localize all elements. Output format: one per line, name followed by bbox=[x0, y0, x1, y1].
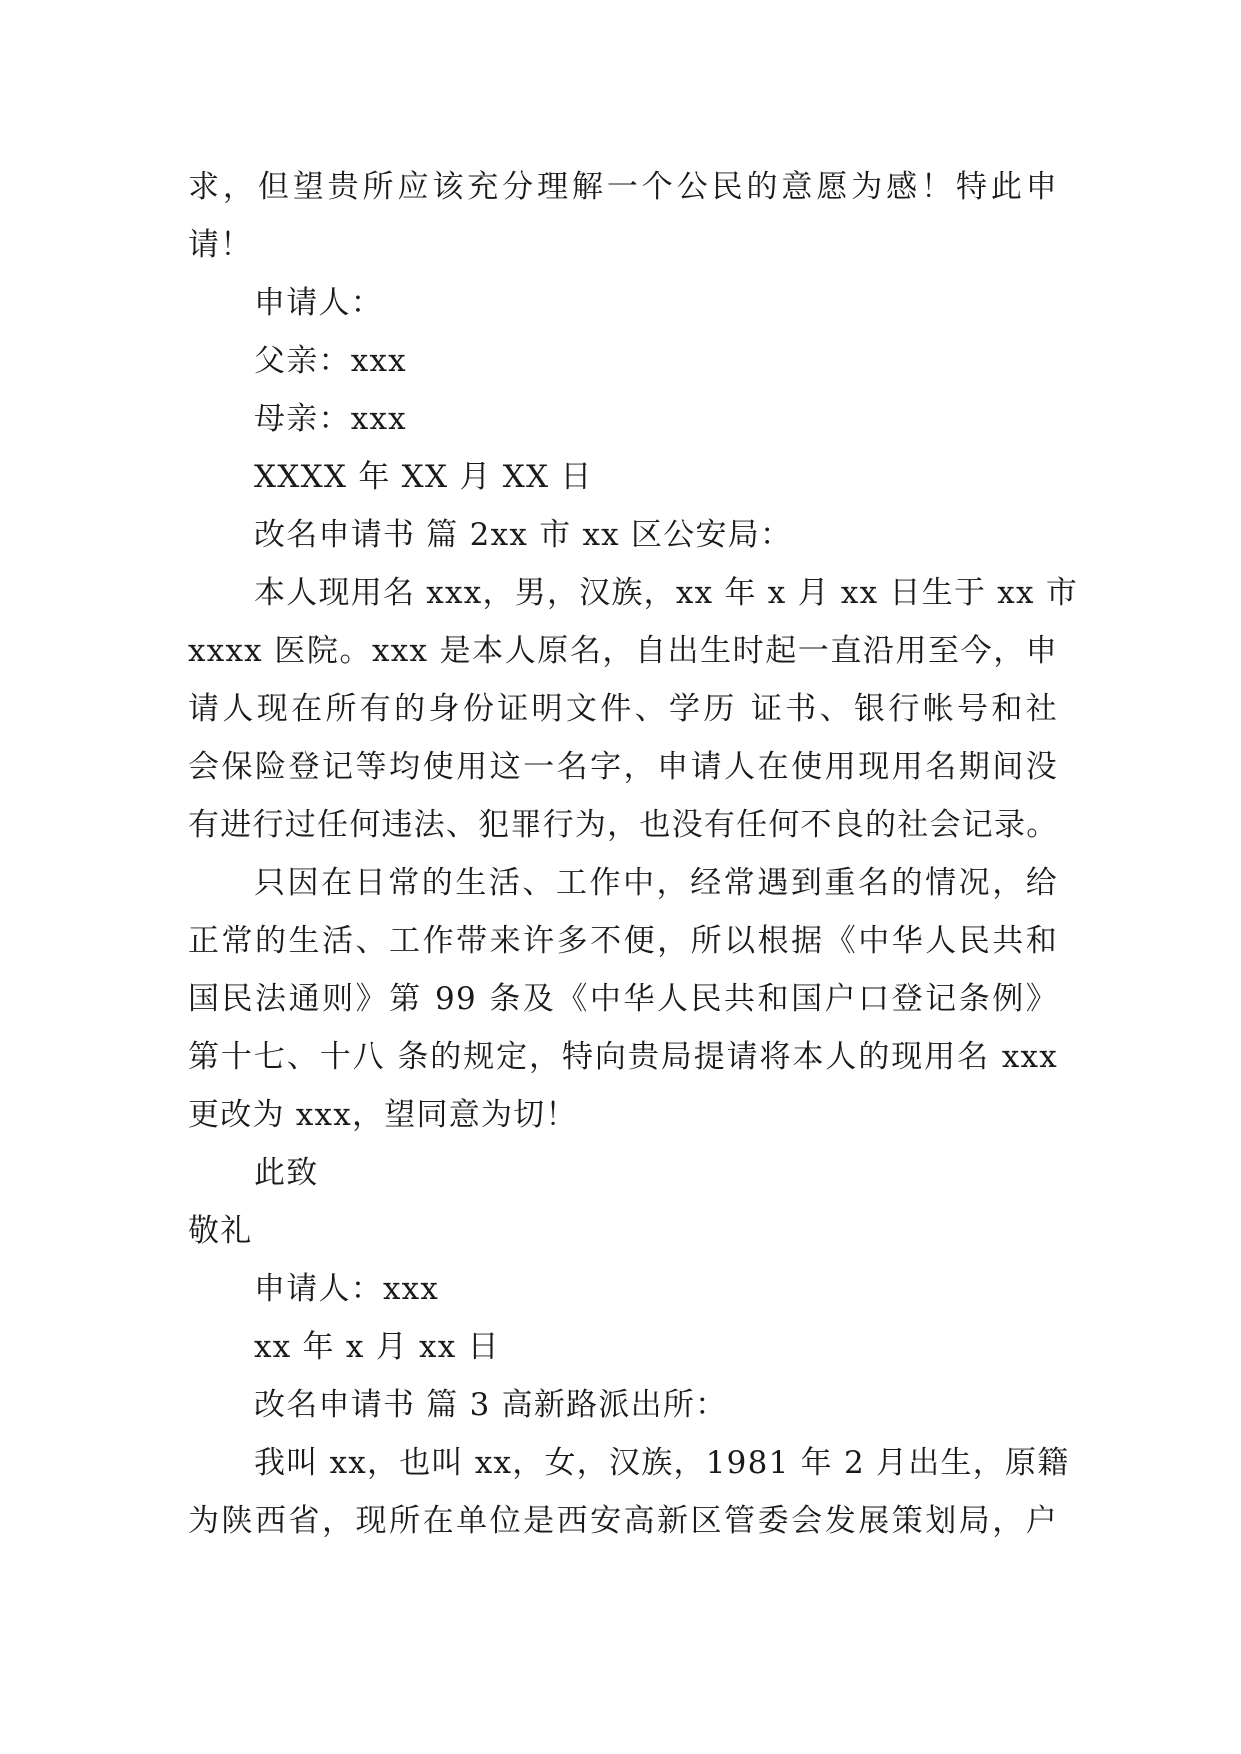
document-page bbox=[188, 158, 1079, 1550]
text-line: 只因在日常的生活、工作中，经常遇到重名的情况，给 bbox=[254, 865, 1058, 901]
text-line: 请！ bbox=[188, 227, 253, 263]
salutation-line: 敬礼 bbox=[188, 1213, 253, 1249]
applicant-line: 申请人：xxx bbox=[254, 1271, 440, 1307]
text-line: 第十七、十八 条的规定，特向贵局提请将本人的现用名 xxx bbox=[188, 1039, 1058, 1075]
father-line: 父亲：xxx bbox=[254, 343, 407, 379]
mother-line: 母亲：xxx bbox=[254, 401, 407, 437]
section-heading: 改名申请书 篇 2xx 市 xx 区公安局： bbox=[254, 517, 793, 553]
text-line: 更改为 xxx，望同意为切！ bbox=[188, 1097, 578, 1133]
text-line: 正常的生活、工作带来许多不便，所以根据《中华人民共和 bbox=[188, 923, 1058, 959]
text-line: 为陕西省，现所在单位是西安高新区管委会发展策划局，户 bbox=[188, 1503, 1058, 1539]
text-line: 有进行过任何违法、犯罪行为，也没有任何不良的社会记录。 bbox=[188, 807, 1059, 843]
text-line: 请人现在所有的身份证明文件、学历 证书、银行帐号和社 bbox=[188, 691, 1058, 727]
text-line: 本人现用名 xxx，男，汉族，xx 年 x 月 xx 日生于 xx 市 bbox=[254, 575, 1079, 611]
date-line: xx 年 x 月 xx 日 bbox=[254, 1329, 500, 1365]
section-heading: 改名申请书 篇 3 高新路派出所： bbox=[254, 1387, 728, 1423]
closing-line: 此致 bbox=[254, 1155, 319, 1191]
text-line: 我叫 xx，也叫 xx，女，汉族，1981 年 2 月出生，原籍 bbox=[254, 1445, 1070, 1481]
text-line: 国民法通则》第 99 条及《中华人民共和国户口登记条例》 bbox=[188, 981, 1058, 1017]
text-line: 求，但望贵所应该充分理解一个公民的意愿为感！特此申 bbox=[188, 169, 1058, 205]
text-line: xxxx 医院。xxx 是本人原名，自出生时起一直沿用至今，申 bbox=[188, 633, 1058, 669]
text-line: 会保险登记等均使用这一名字，申请人在使用现用名期间没 bbox=[188, 749, 1058, 785]
date-line: XXXX 年 XX 月 XX 日 bbox=[254, 459, 593, 495]
applicant-label: 申请人： bbox=[254, 285, 383, 321]
